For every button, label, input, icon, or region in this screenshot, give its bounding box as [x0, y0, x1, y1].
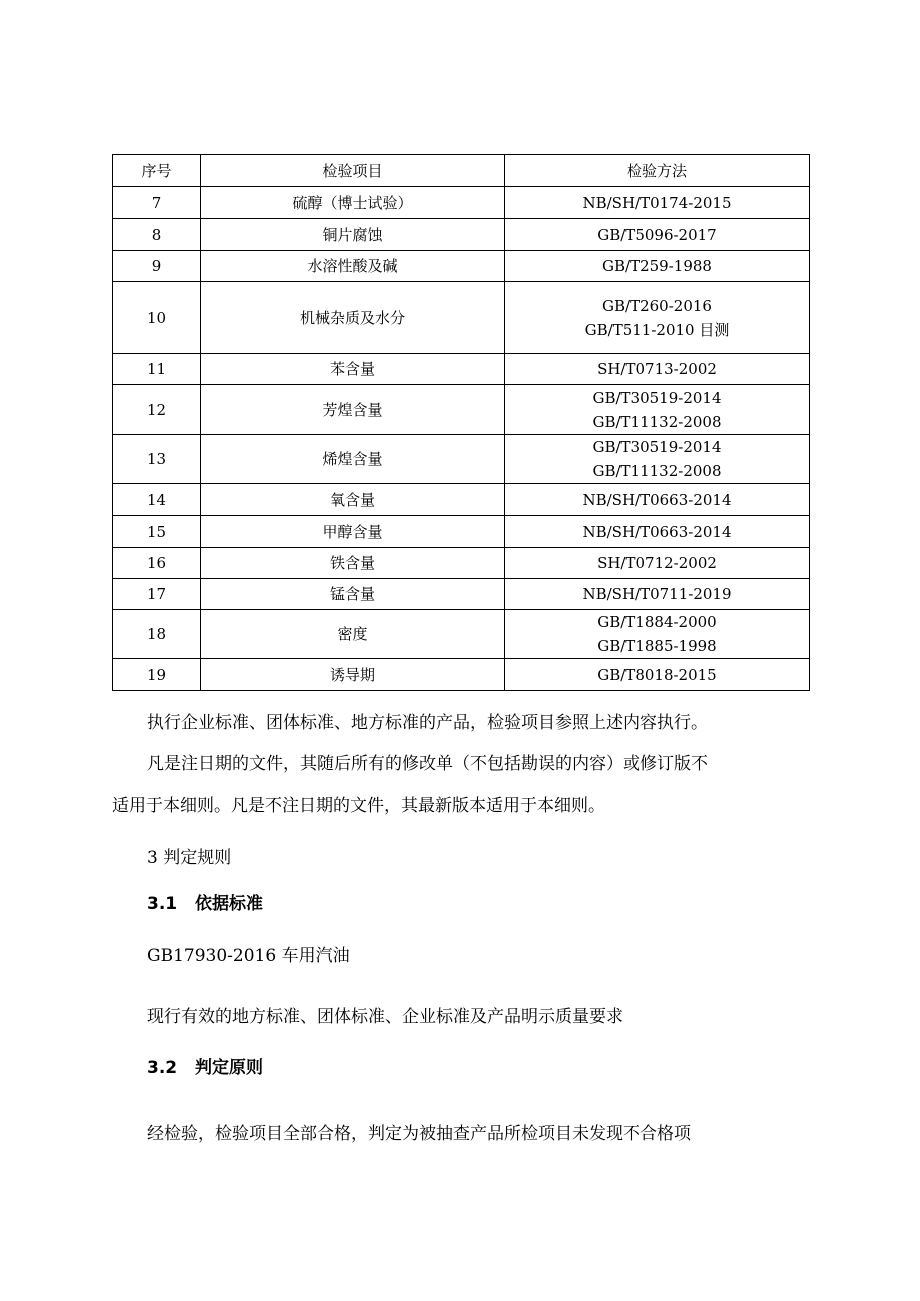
method-line: GB/T260-2016 — [602, 296, 712, 315]
table-header-row — [113, 155, 810, 187]
table-row — [113, 484, 810, 516]
cell-no: 15 — [113, 516, 201, 548]
table-row — [113, 354, 810, 385]
cell-item: 机械杂质及水分 — [201, 282, 505, 354]
cell-method — [505, 659, 810, 691]
method-line: GB/T511-2010 目测 — [584, 320, 730, 339]
cell-item: 铜片腐蚀 — [201, 219, 505, 251]
method-line: GB/T8018-2015 — [597, 665, 717, 684]
cell-item: 烯煌含量 — [201, 435, 505, 484]
table-row — [113, 579, 810, 610]
standard-gb17930: GB17930-2016 车用汽油 — [147, 946, 350, 966]
cell-no: 11 — [113, 354, 201, 385]
cell-item: 锰含量 — [201, 579, 505, 610]
cell-method — [505, 282, 810, 354]
cell-no: 16 — [113, 548, 201, 579]
cell-no: 10 — [113, 282, 201, 354]
method-line: NB/SH/T0174-2015 — [582, 193, 732, 212]
method-line: NB/SH/T0663-2014 — [582, 490, 732, 509]
cell-method — [505, 484, 810, 516]
paragraph-dated-docs-line2: 适用于本细则。凡是不注日期的文件，其最新版本适用于本细则。 — [112, 796, 605, 816]
table-row — [113, 548, 810, 579]
conclusion-paragraph: 经检验，检验项目全部合格，判定为被抽查产品所检项目未发现不合格项 — [147, 1124, 691, 1144]
method-line: SH/T0713-2002 — [597, 360, 717, 378]
cell-method — [505, 548, 810, 579]
cell-method — [505, 579, 810, 610]
inspection-table — [112, 154, 810, 691]
cell-no: 17 — [113, 579, 201, 610]
cell-item: 硫醇（博士试验） — [201, 187, 505, 219]
table-row — [113, 219, 810, 251]
method-line: GB/T11132-2008 — [592, 462, 722, 480]
method-line: GB/T1884-2000 — [597, 613, 717, 631]
heading-number: 3.1 — [147, 894, 178, 914]
cell-item: 甲醇含量 — [201, 516, 505, 548]
heading-title: 判定原则 — [195, 1058, 263, 1078]
cell-item: 苯含量 — [201, 354, 505, 385]
method-line: GB/T259-1988 — [602, 257, 712, 275]
section-heading-3-2 — [147, 1053, 263, 1078]
heading-title: 依据标准 — [195, 894, 263, 914]
cell-item: 芳煌含量 — [201, 385, 505, 435]
table-row — [113, 385, 810, 435]
cell-no: 18 — [113, 610, 201, 659]
cell-method — [505, 251, 810, 282]
cell-no: 12 — [113, 385, 201, 435]
cell-method — [505, 610, 810, 659]
section-heading-3-1 — [147, 889, 263, 914]
cell-item: 氧含量 — [201, 484, 505, 516]
paragraph-reference-note: 执行企业标准、团体标准、地方标准的产品，检验项目参照上述内容执行。 — [147, 713, 708, 733]
cell-method — [505, 187, 810, 219]
header-method: 检验方法 — [505, 155, 810, 187]
section-heading-3: 3 判定规则 — [147, 848, 232, 868]
method-line: GB/T11132-2008 — [592, 412, 722, 431]
cell-method — [505, 435, 810, 484]
method-line: SH/T0712-2002 — [597, 554, 717, 572]
cell-item: 水溶性酸及碱 — [201, 251, 505, 282]
header-no: 序号 — [113, 155, 201, 187]
cell-no: 8 — [113, 219, 201, 251]
method-line: GB/T5096-2017 — [597, 225, 717, 244]
cell-item: 密度 — [201, 610, 505, 659]
cell-method — [505, 385, 810, 435]
method-line: GB/T30519-2014 — [592, 438, 722, 456]
cell-no: 9 — [113, 251, 201, 282]
header-item: 检验项目 — [201, 155, 505, 187]
table-row — [113, 435, 810, 484]
cell-item: 诱导期 — [201, 659, 505, 691]
table-row — [113, 282, 810, 354]
cell-no: 19 — [113, 659, 201, 691]
cell-no: 13 — [113, 435, 201, 484]
method-line: NB/SH/T0711-2019 — [582, 585, 732, 603]
cell-no: 14 — [113, 484, 201, 516]
cell-item: 铁含量 — [201, 548, 505, 579]
table-row — [113, 187, 810, 219]
cell-method — [505, 219, 810, 251]
table-row — [113, 610, 810, 659]
table-row — [113, 516, 810, 548]
method-line: GB/T30519-2014 — [592, 388, 722, 407]
method-line: GB/T1885-1998 — [597, 637, 717, 655]
table-row — [113, 659, 810, 691]
cell-method — [505, 354, 810, 385]
heading-number: 3.2 — [147, 1058, 178, 1078]
table-row — [113, 251, 810, 282]
cell-method — [505, 516, 810, 548]
method-line: NB/SH/T0663-2014 — [582, 522, 732, 541]
cell-no: 7 — [113, 187, 201, 219]
standard-other: 现行有效的地方标准、团体标准、企业标准及产品明示质量要求 — [147, 1007, 623, 1027]
paragraph-dated-docs-line1: 凡是注日期的文件，其随后所有的修改单（不包括勘误的内容）或修订版不 — [147, 754, 708, 774]
